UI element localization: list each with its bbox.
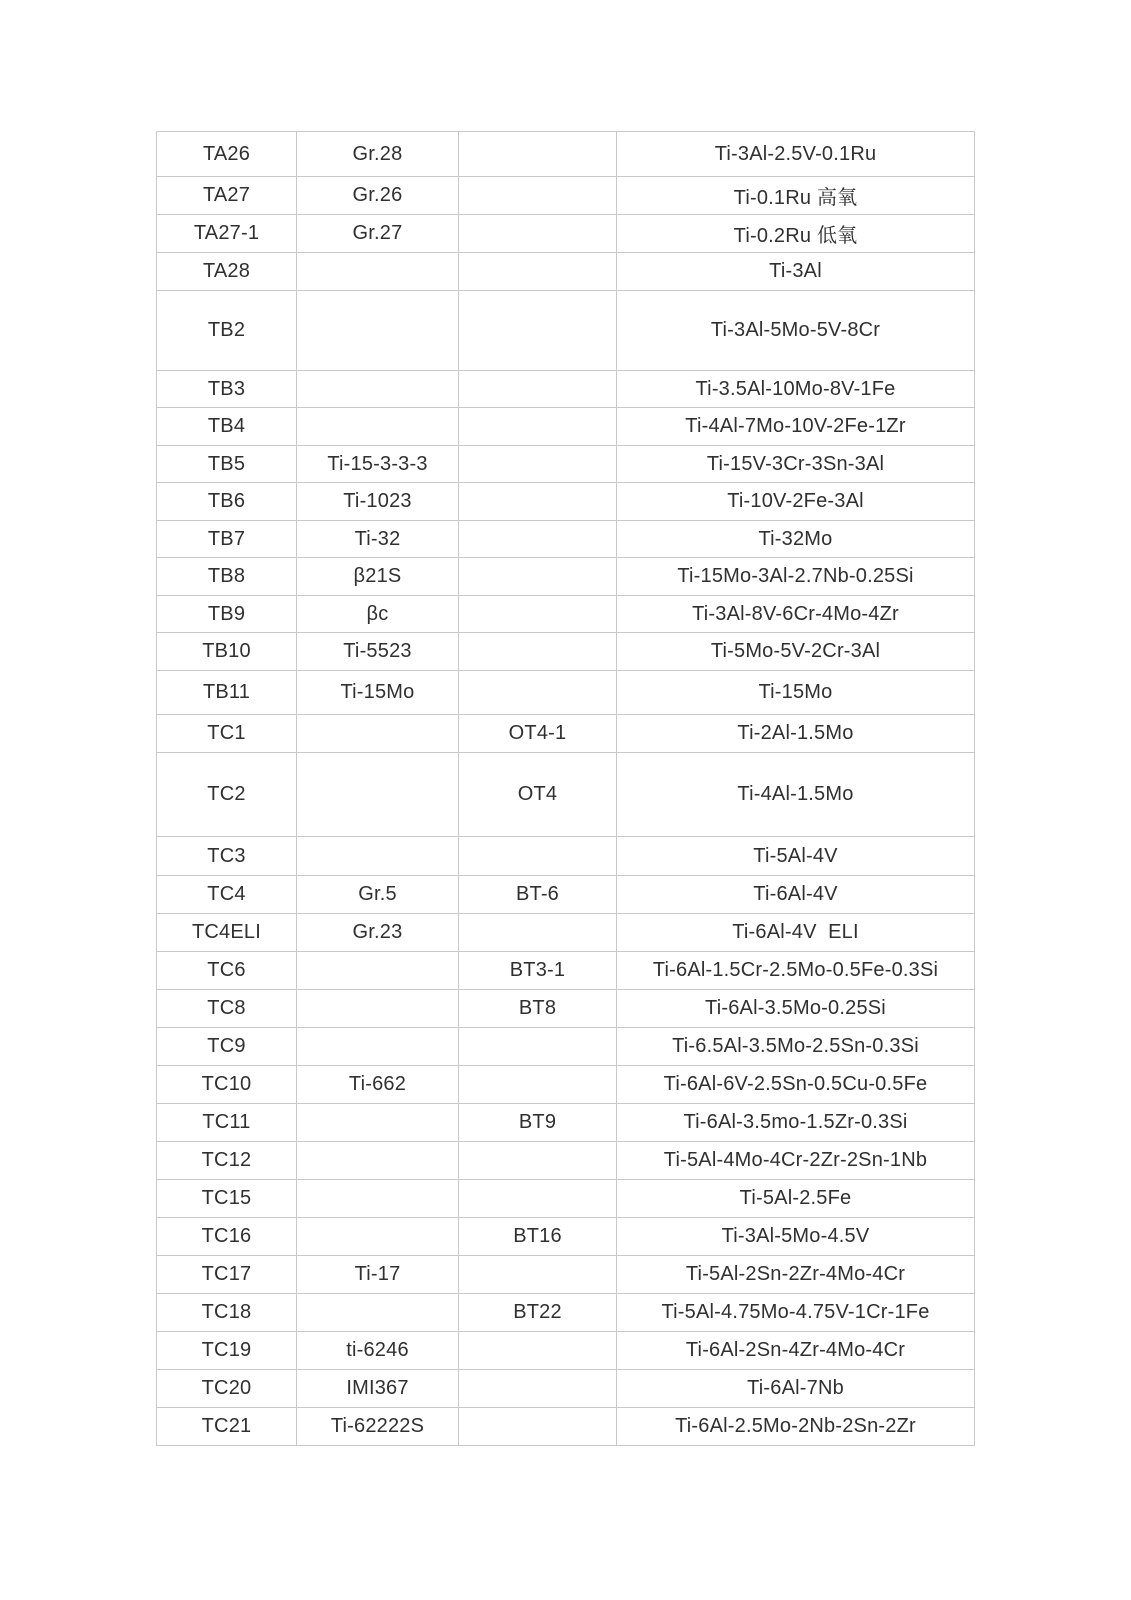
grade-cell: TC19 [157,1332,297,1370]
composition-cell: Ti-5Al-2.5Fe [617,1180,975,1218]
grade-cell: TB9 [157,596,297,633]
russian-designation-cell: OT4-1 [459,715,617,753]
composition-cell: Ti-5Al-4V [617,837,975,876]
composition-cell: Ti-15Mo-3Al-2.7Nb-0.25Si [617,558,975,596]
composition-cell: Ti-10V-2Fe-3Al [617,483,975,521]
russian-designation-cell [459,253,617,291]
trade-name-cell: ti-6246 [297,1332,459,1370]
grade-cell: TB3 [157,371,297,408]
table-row [157,715,975,753]
trade-name-cell: βc [297,596,459,633]
grade-cell: TA28 [157,253,297,291]
trade-name-cell: Gr.27 [297,215,459,253]
grade-cell: TC1 [157,715,297,753]
composition-cell: Ti-6Al-4V [617,876,975,914]
table-row [157,1332,975,1370]
trade-name-cell [297,1218,459,1256]
table-row [157,1294,975,1332]
composition-cell: Ti-4Al-7Mo-10V-2Fe-1Zr [617,408,975,446]
trade-name-cell: Gr.23 [297,914,459,952]
trade-name-cell [297,1028,459,1066]
russian-designation-cell: BT9 [459,1104,617,1142]
composition-cell: Ti-5Mo-5V-2Cr-3Al [617,633,975,671]
composition-cell: Ti-5Al-4.75Mo-4.75V-1Cr-1Fe [617,1294,975,1332]
russian-designation-cell: BT-6 [459,876,617,914]
trade-name-cell: Ti-1023 [297,483,459,521]
composition-cell: Ti-6Al-3.5Mo-0.25Si [617,990,975,1028]
trade-name-cell: Gr.26 [297,177,459,215]
table-row [157,1028,975,1066]
grade-cell: TB11 [157,671,297,715]
table-row [157,177,975,215]
trade-name-cell: IMI367 [297,1370,459,1408]
table-row [157,483,975,521]
grade-cell: TC18 [157,1294,297,1332]
grade-cell: TC21 [157,1408,297,1446]
russian-designation-cell [459,1066,617,1104]
table-row [157,291,975,371]
table-row [157,990,975,1028]
grade-cell: TB5 [157,446,297,483]
table-row [157,132,975,177]
table-row [157,371,975,408]
russian-designation-cell: OT4 [459,753,617,837]
trade-name-cell: Ti-15Mo [297,671,459,715]
table-row [157,952,975,990]
table-row [157,1218,975,1256]
grade-cell: TC8 [157,990,297,1028]
trade-name-cell: β21S [297,558,459,596]
russian-designation-cell [459,1408,617,1446]
trade-name-cell [297,990,459,1028]
russian-designation-cell: BT8 [459,990,617,1028]
table-row [157,521,975,558]
russian-designation-cell [459,558,617,596]
table-row [157,596,975,633]
grade-cell: TC20 [157,1370,297,1408]
table-row [157,1408,975,1446]
grade-cell: TC6 [157,952,297,990]
trade-name-cell [297,253,459,291]
trade-name-cell [297,837,459,876]
table-row [157,215,975,253]
trade-name-cell [297,291,459,371]
trade-name-cell: Ti-5523 [297,633,459,671]
grade-cell: TA27-1 [157,215,297,253]
grade-cell: TB10 [157,633,297,671]
composition-cell: Ti-6Al-7Nb [617,1370,975,1408]
table-row [157,1066,975,1104]
russian-designation-cell [459,177,617,215]
composition-cell: Ti-2Al-1.5Mo [617,715,975,753]
grade-cell: TB8 [157,558,297,596]
composition-cell: Ti-3Al-8V-6Cr-4Mo-4Zr [617,596,975,633]
grade-cell: TB4 [157,408,297,446]
grade-cell: TB7 [157,521,297,558]
russian-designation-cell [459,408,617,446]
russian-designation-cell [459,633,617,671]
grade-cell: TC12 [157,1142,297,1180]
table-row [157,1142,975,1180]
table-row [157,876,975,914]
composition-cell: Ti-3Al [617,253,975,291]
trade-name-cell: Gr.5 [297,876,459,914]
composition-cell: Ti-3.5Al-10Mo-8V-1Fe [617,371,975,408]
table-row [157,1104,975,1142]
table-row [157,633,975,671]
grade-cell: TC9 [157,1028,297,1066]
table-row [157,837,975,876]
trade-name-cell: Ti-62222S [297,1408,459,1446]
table-row [157,914,975,952]
russian-designation-cell [459,914,617,952]
russian-designation-cell [459,1142,617,1180]
trade-name-cell [297,715,459,753]
table-row [157,446,975,483]
table-row [157,253,975,291]
russian-designation-cell [459,1028,617,1066]
composition-cell: Ti-6Al-3.5mo-1.5Zr-0.3Si [617,1104,975,1142]
table-row [157,753,975,837]
russian-designation-cell [459,1180,617,1218]
trade-name-cell: Ti-17 [297,1256,459,1294]
composition-cell: Ti-6Al-2.5Mo-2Nb-2Sn-2Zr [617,1408,975,1446]
trade-name-cell [297,1104,459,1142]
composition-cell: Ti-5Al-4Mo-4Cr-2Zr-2Sn-1Nb [617,1142,975,1180]
grade-cell: TC16 [157,1218,297,1256]
table-row [157,671,975,715]
composition-cell: Ti-4Al-1.5Mo [617,753,975,837]
russian-designation-cell: BT3-1 [459,952,617,990]
grade-cell: TA27 [157,177,297,215]
table-row [157,1370,975,1408]
composition-cell: Ti-3Al-2.5V-0.1Ru [617,132,975,177]
trade-name-cell [297,371,459,408]
trade-name-cell: Gr.28 [297,132,459,177]
composition-cell: Ti-6Al-6V-2.5Sn-0.5Cu-0.5Fe [617,1066,975,1104]
composition-cell: Ti-32Mo [617,521,975,558]
grade-cell: TC3 [157,837,297,876]
composition-cell: Ti-6.5Al-3.5Mo-2.5Sn-0.3Si [617,1028,975,1066]
table-row [157,1180,975,1218]
russian-designation-cell [459,132,617,177]
grade-cell: TC2 [157,753,297,837]
trade-name-cell [297,1142,459,1180]
table-row [157,408,975,446]
titanium-alloy-table [156,131,975,1446]
composition-cell: Ti-3Al-5Mo-4.5V [617,1218,975,1256]
composition-cell: Ti-15Mo [617,671,975,715]
russian-designation-cell [459,671,617,715]
grade-cell: TA26 [157,132,297,177]
trade-name-cell [297,1180,459,1218]
grade-cell: TC15 [157,1180,297,1218]
russian-designation-cell [459,521,617,558]
russian-designation-cell [459,291,617,371]
trade-name-cell [297,753,459,837]
composition-cell: Ti-0.1Ru 高氧 [617,177,975,215]
trade-name-cell: Ti-32 [297,521,459,558]
grade-cell: TB2 [157,291,297,371]
table-row [157,1256,975,1294]
alloy-table-body [157,132,975,1446]
trade-name-cell [297,952,459,990]
russian-designation-cell [459,215,617,253]
russian-designation-cell [459,1256,617,1294]
table-row [157,558,975,596]
russian-designation-cell: BT22 [459,1294,617,1332]
composition-cell: Ti-6Al-4V ELI [617,914,975,952]
grade-cell: TC11 [157,1104,297,1142]
trade-name-cell: Ti-15-3-3-3 [297,446,459,483]
grade-cell: TC4 [157,876,297,914]
russian-designation-cell [459,371,617,408]
trade-name-cell [297,1294,459,1332]
russian-designation-cell [459,596,617,633]
grade-cell: TC17 [157,1256,297,1294]
composition-cell: Ti-0.2Ru 低氧 [617,215,975,253]
trade-name-cell: Ti-662 [297,1066,459,1104]
russian-designation-cell [459,446,617,483]
russian-designation-cell [459,1370,617,1408]
grade-cell: TC4ELI [157,914,297,952]
grade-cell: TC10 [157,1066,297,1104]
grade-cell: TB6 [157,483,297,521]
russian-designation-cell [459,483,617,521]
trade-name-cell [297,408,459,446]
russian-designation-cell: BT16 [459,1218,617,1256]
composition-cell: Ti-5Al-2Sn-2Zr-4Mo-4Cr [617,1256,975,1294]
russian-designation-cell [459,837,617,876]
russian-designation-cell [459,1332,617,1370]
composition-cell: Ti-3Al-5Mo-5V-8Cr [617,291,975,371]
composition-cell: Ti-6Al-1.5Cr-2.5Mo-0.5Fe-0.3Si [617,952,975,990]
composition-cell: Ti-15V-3Cr-3Sn-3Al [617,446,975,483]
composition-cell: Ti-6Al-2Sn-4Zr-4Mo-4Cr [617,1332,975,1370]
